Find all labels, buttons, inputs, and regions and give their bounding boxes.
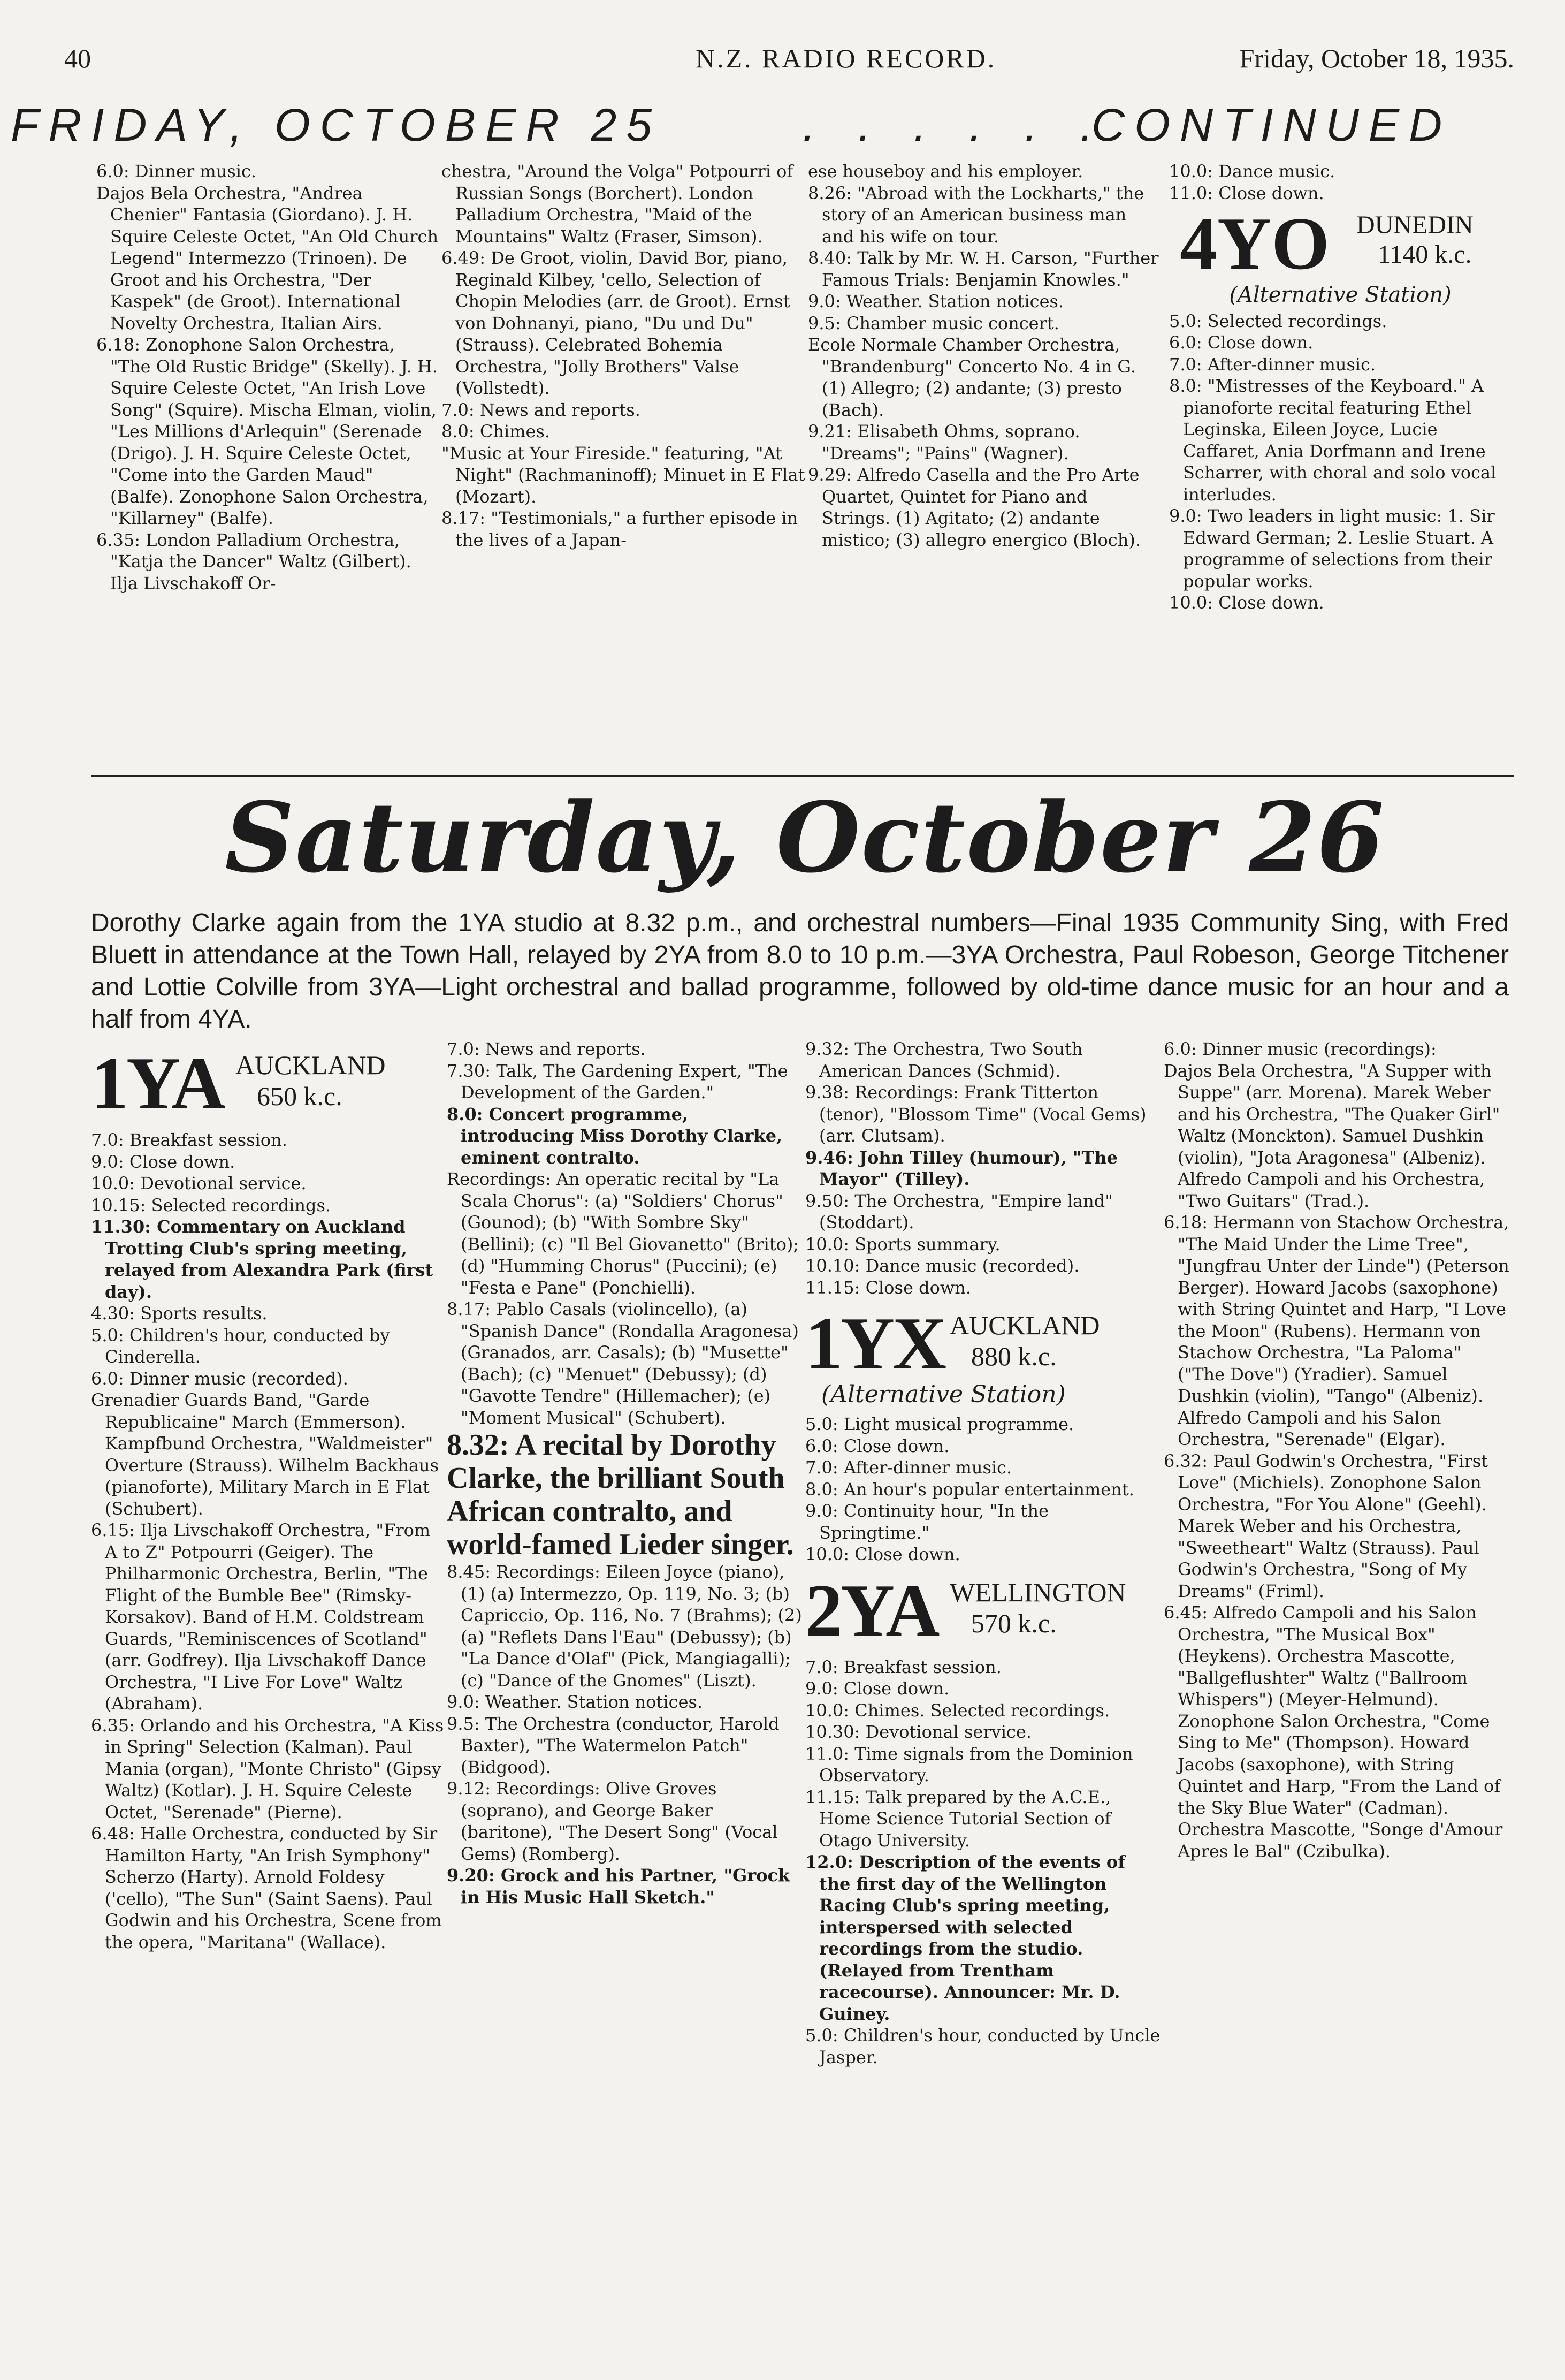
- station-city: DUNEDIN: [1356, 211, 1474, 239]
- banner-continued: CONTINUED: [1091, 100, 1452, 151]
- listing-entry: 9.0: Continuity hour, "In the Springtime.": [805, 1501, 1049, 1543]
- friday-column-4: [1169, 161, 1511, 765]
- saturday-intro: Dorothy Clarke again from the 1YA studio at 8.32 p.m., and orchestral numbers—Final 1935 Community Sing, with Fred Bluett in attendance at the Town Hall, relayed by 2YA from 8.0 to 10 p.m.—3YA Orchestra, Paul Robeson, George Titchener and Lottie Colville from 3YA—Light orchestral and ballad programme, followed by old-time dance music for an hour and a half from 4YA.: [91, 909, 1509, 1033]
- listing-entry: 11.15: Talk prepared by the A.C.E., Home Science Tutorial Section of Otago University.: [805, 1786, 1111, 1851]
- station-alt-label: (Alternative Station): [1229, 283, 1452, 307]
- listing-entry: 7.0: News and reports.: [441, 399, 640, 420]
- listing-entry: 7.0: Breakfast session.: [91, 1130, 287, 1150]
- listing-entry: 6.18: Zonophone Salon Orchestra, "The Old Rustic Bridge" (Skelly). J. H. Squire Celeste Octet, "An Irish Love Song" (Squire). Mischa Elman, violin, "Les Millions d'Arlequin" (Serenade (Drigo). J. H. Squire Celeste Octet, "Come into the Garden Maud" (Balfe). Zonophone Salon Orchestra, "Killarney" (Balfe).: [96, 334, 438, 528]
- listing-entry: 8.0: An hour's popular entertainment.: [805, 1479, 1134, 1500]
- listing-entry: 9.20: Grock and his Partner, "Grock in His Music Hall Sketch.": [447, 1865, 790, 1907]
- listing-entry: 9.0: Two leaders in light music: 1. Sir Edward German; 2. Leslie Stuart. A programme of selections from their popular works.: [1169, 506, 1495, 591]
- listing-entry: Recordings: An operatic recital by "La Scala Chorus": (a) "Soldiers' Chorus" (Gounod); (b) "With Sombre Sky" (Bellini); (c) "Il Bel Giovanetto" (Brito); (d) "Humming Chorus" (Puccini); (e) "Festa e Pane" (Ponchielli).: [447, 1169, 799, 1298]
- listing-entry: 6.32: Paul Godwin's Orchestra, "First Love" (Michiels). Zonophone Salon Orchestra, "For You Alone" (Geehl). Marek Weber and his Orchestra, "Sweetheart" Waltz (Strauss). Paul Godwin's Orchestra, "Song of My Dreams" (Friml).: [1164, 1450, 1488, 1601]
- listing-entry: 8.45: Recordings: Eileen Joyce (piano), (1) (a) Intermezzo, Op. 119, No. 3; (b) Capriccio, Op. 116, No. 7 (Brahms); (2) (a) "Reflets Dans l'Eau" (Debussy); (b) "La Dance d'Olaf" (Pick, Mangiagalli); (c) "Dance of the Gnomes" (Liszt).: [447, 1562, 802, 1691]
- station-4yo: [1169, 204, 1511, 284]
- listing-entry: 6.49: De Groot, violin, David Bor, piano, Reginald Kilbey, 'cello, Selection of Chopin Melodies (arr. de Groot). Ernst von Dohnanyi, piano, "Du und Du" (Strauss). Celebrated Bohemia Orchestra, "Jolly Brothers" Valse (Vollstedt).: [441, 248, 790, 398]
- listing-entry: 10.30: Devotional service.: [805, 1722, 1032, 1742]
- listing-entry: 8.17: "Testimonials," a further episode in the lives of a Japan-: [441, 508, 798, 550]
- listing-entry: 6.48: Halle Orchestra, conducted by Sir Hamilton Harty, "An Irish Symphony" Scherzo (Harty). Arnold Foldesy ('cello), "The Sun" (Saint Saens). Paul Godwin and his Orchestra, Scene from the opera, "Maritana" (Wallace).: [91, 1823, 442, 1952]
- banner-day: FRIDAY, OCTOBER 25: [11, 100, 662, 151]
- section-banner: [0, 94, 1565, 158]
- listing-entry: 10.0: Chimes. Selected recordings.: [805, 1700, 1110, 1721]
- listing-entry: 7.0: News and reports.: [447, 1039, 646, 1059]
- listing-entry: 10.0: Devotional service.: [91, 1173, 307, 1193]
- saturday-column-3: [805, 1038, 1161, 2360]
- listing-entry: 6.0: Dinner music (recorded).: [91, 1368, 348, 1389]
- listing-entry: 5.0: Children's hour, conducted by Uncle Jasper.: [805, 2025, 1161, 2067]
- listing-entry: 8.26: "Abroad with the Lockharts," the story of an American business man and his wife on tour.: [808, 183, 1144, 247]
- listing-entry: 8.17: Pablo Casals (violincello), (a) "Spanish Dance" (Rondalla Aragonesa) (Granados, arr. Casals); (b) "Musette" (Bach); (c) "Menuet" (Debussy); (d) "Gavotte Tendre" (Hillemacher); (e) "Moment Musical" (Schubert).: [447, 1299, 799, 1428]
- feature-recital: 8.32: A recital by Dorothy Clarke, the brilliant South African contralto, and world-famed Lieder singer.: [447, 1428, 794, 1561]
- listing-entry: 10.0: Sports summary.: [805, 1234, 1001, 1254]
- listing-entry: 10.15: Selected recordings.: [91, 1195, 331, 1215]
- listing-entry: 11.30: Commentary on Auckland Trotting Club's spring meeting, relayed from Alexandra Park (first day).: [91, 1216, 433, 1302]
- saturday-column-4: [1164, 1038, 1511, 2360]
- station-frequency: 570 k.c.: [971, 1608, 1057, 1638]
- listing-entry: 11.15: Close down.: [805, 1277, 971, 1298]
- station-1yx: [805, 1298, 1161, 1413]
- listing-entry: 11.0: Close down.: [1169, 183, 1324, 203]
- listing-entry: 10.10: Dance music (recorded).: [805, 1256, 1080, 1276]
- listing-entry: 6.0: Dinner music (recordings):: [1164, 1039, 1437, 1059]
- listing-entry: 9.12: Recordings: Olive Groves (soprano), and George Baker (baritone), "The Desert Song" (Vocal Gems) (Romberg).: [447, 1778, 778, 1864]
- listing-entry: 6.0: Close down.: [805, 1435, 950, 1456]
- listing-entry: 7.30: Talk, The Gardening Expert, "The Development of the Garden.": [447, 1060, 788, 1102]
- listing-entry: 9.5: Chamber music concert.: [808, 313, 1059, 333]
- listing-entry: 9.0: Weather. Station notices.: [447, 1692, 703, 1712]
- friday-column-3: [808, 161, 1161, 765]
- listing-entry: 6.35: Orlando and his Orchestra, "A Kiss in Spring" Selection (Kalman). Paul Mania (organ), "Monte Christo" (Gipsy Waltz) (Kotlar). J. H. Squire Celeste Octet, "Serenade" (Pierne).: [91, 1715, 444, 1822]
- listing-entry: 11.0: Time signals from the Dominion Observatory.: [805, 1743, 1133, 1785]
- listing-entry: "Music at Your Fireside." featuring, "At Night" (Rachmaninoff); Minuet in E Flat (Mozart).: [441, 443, 805, 507]
- station-frequency: 650 k.c.: [257, 1081, 342, 1111]
- listing-entry: 7.0: After-dinner music.: [805, 1457, 1012, 1478]
- listing-entry: 10.0: Close down.: [1169, 592, 1324, 613]
- listing-entry: 8.40: Talk by Mr. W. H. Carson, "Further Famous Trials: Benjamin Knowles.": [808, 248, 1159, 290]
- listing-entry: Grenadier Guards Band, "Garde Republicaine" March (Emmerson). Kampfbund Orchestra, "Waldmeister" Overture (Strauss). Wilhelm Backhaus (pianoforte), Military March in E Flat (Schubert).: [91, 1390, 439, 1519]
- page-number: 40: [64, 43, 91, 73]
- listing-entry: Ecole Normale Chamber Orchestra, "Brandenburg" Concerto No. 4 in G. (1) Allegro; (2) andante; (3) presto (Bach).: [808, 334, 1136, 420]
- station-call-sign: 4YO: [1180, 202, 1330, 285]
- listing-entry: ese houseboy and his employer.: [808, 161, 1083, 181]
- listing-entry: 7.0: After-dinner music.: [1169, 354, 1376, 375]
- friday-column-2: [441, 161, 805, 765]
- listing-entry: 6.18: Hermann von Stachow Orchestra, "The Maid Under the Lime Tree", "Jungfrau Unter der Linde") (Peterson Berger). Howard Jacobs (saxophone) with String Quintet and Harp, "I Love the Moon" (Rubens). Hermann von Stachow Orchestra, "La Paloma" ("The Dove") (Yradier). Samuel Dushkin (violin), "Tango" (Albeniz). Alfredo Campoli and his Salon Orchestra, "Serenade" (Elgar).: [1164, 1212, 1509, 1449]
- banner-dots: . . . . . .: [803, 100, 1108, 151]
- masthead: N.Z. RADIO RECORD.: [696, 43, 997, 73]
- listing-entry: 5.0: Children's hour, conducted by Cinderella.: [91, 1325, 390, 1367]
- listing-entry: 6.0: Close down.: [1169, 332, 1314, 353]
- station-call-sign: 2YA: [805, 1569, 938, 1652]
- listing-entry: 9.29: Alfredo Casella and the Pro Arte Quartet, Quintet for Piano and Strings. (1) Agitato; (2) andante mistico; (3) allegro energico (Bloch).: [808, 465, 1141, 550]
- station-frequency: 880 k.c.: [971, 1341, 1057, 1371]
- saturday-column-2: [447, 1038, 803, 2360]
- listing-entry: 6.35: London Palladium Orchestra, "Katja the Dancer" Waltz (Gilbert). Ilja Livschakoff Or-: [96, 529, 411, 594]
- listing-entry: 8.0: "Mistresses of the Keyboard." A pianoforte recital featuring Ethel Leginska, Eileen Joyce, Lucie Caffaret, Ania Dorfmann and Irene Scharrer, with choral and solo vocal interludes.: [1169, 376, 1497, 505]
- listing-entry: 7.0: Breakfast session.: [805, 1656, 1002, 1677]
- listing-entry: 9.32: The Orchestra, Two South American Dances (Schmid).: [805, 1039, 1083, 1081]
- listing-entry: 12.0: Description of the events of the first day of the Wellington Racing Club's spring meeting, interspersed with selected recordings from the studio. (Relayed from Trentham racecourse). Announcer: Mr. D. Guiney.: [805, 1852, 1125, 2024]
- station-city: AUCKLAND: [235, 1050, 386, 1080]
- station-2ya: [805, 1565, 1161, 1656]
- listing-entry: 8.0: Chimes.: [441, 421, 551, 442]
- section-divider: [91, 775, 1514, 777]
- listing-entry: 6.45: Alfredo Campoli and his Salon Orchestra, "The Musical Box" (Heykens). Orchestra Mascotte, "Ballgeflushter" Waltz ("Ballroom Whispers") (Meyer-Helmund). Zonophone Salon Orchestra, "Come Sing to Me" (Thompson). Howard Jacobs (saxophone), with String Quintet and Harp, "From the Land of the Sky Blue Water" (Cadman). Orchestra Mascotte, "Songe d'Amour Apres le Bal" (Czibulka).: [1164, 1602, 1503, 1861]
- listing-entry: chestra, "Around the Volga" Potpourri of Russian Songs (Borchert). London Palladium Orchestra, "Maid of the Mountains" Waltz (Fraser, Simson).: [441, 161, 793, 247]
- friday-column-1: [96, 161, 439, 765]
- listing-entry: 10.0: Dance music.: [1169, 161, 1335, 181]
- station-1ya: [91, 1038, 444, 1129]
- listing-entry: 5.0: Light musical programme.: [805, 1414, 1074, 1434]
- listing-entry: Dajos Bela Orchestra, "A Supper with Suppe" (arr. Morena). Marek Weber and his Orchestra, "The Quaker Girl" Waltz (Monckton). Samuel Dushkin (violin), "Jota Aragonesa" (Albeniz). Alfredo Campoli and his Orchestra, "Two Guitars" (Trad.).: [1164, 1060, 1500, 1211]
- listing-entry: 5.0: Selected recordings.: [1169, 310, 1387, 331]
- listing-entry: 8.0: Concert programme, introducing Miss Dorothy Clarke, eminent contralto.: [447, 1104, 783, 1168]
- listing-entry: 9.46: John Tilley (humour), "The Mayor" (Tilley).: [805, 1147, 1118, 1189]
- saturday-title: Saturday, October 26: [225, 781, 1385, 894]
- listing-entry: 9.0: Close down.: [805, 1678, 950, 1699]
- listing-entry: 9.38: Recordings: Frank Titterton (tenor), "Blossom Time" (Vocal Gems) (arr. Clutsam).: [805, 1082, 1147, 1146]
- station-alt-label: (Alternative Station): [821, 1381, 1066, 1408]
- listing-entry: 10.0: Close down.: [805, 1544, 960, 1564]
- listing-entry: 4.30: Sports results.: [91, 1303, 268, 1324]
- station-call-sign: 1YA: [91, 1042, 224, 1125]
- listing-entry: 9.5: The Orchestra (conductor, Harold Baxter), "The Watermelon Patch" (Bidgood).: [447, 1713, 780, 1777]
- station-city: WELLINGTON: [950, 1577, 1126, 1607]
- listing-entry: 9.21: Elisabeth Ohms, soprano. "Dreams"; "Pains" (Wagner).: [808, 421, 1080, 463]
- listing-entry: 9.0: Weather. Station notices.: [808, 291, 1064, 311]
- listing-entry: 9.0: Close down.: [91, 1151, 235, 1172]
- listing-entry: 9.50: The Orchestra, "Empire land" (Stoddart).: [805, 1190, 1113, 1233]
- issue-date: Friday, October 18, 1935.: [1239, 43, 1514, 73]
- station-city: AUCKLAND: [950, 1310, 1100, 1340]
- page-header: [64, 32, 1514, 80]
- listing-entry: 6.15: Ilja Livschakoff Orchestra, "From A to Z" Potpourri (Geiger). The Philharmonic Orchestra, Berlin, "The Flight of the Bumble Bee" (Rimsky-Korsakov). Band of H.M. Coldstream Guards, "Reminiscences of Scotland" (arr. Godfrey). Ilja Livschakoff Dance Orchestra, "I Live For Love" Waltz (Abraham).: [91, 1520, 431, 1714]
- saturday-column-1: [91, 1038, 444, 2360]
- station-frequency: 1140 k.c.: [1378, 240, 1472, 269]
- listing-entry: Dajos Bela Orchestra, "Andrea Chenier" Fantasia (Giordano). J. H. Squire Celeste Octet, "An Old Church Legend" Intermezzo (Trinoen). De Groot and his Orchestra, "Der Kaspek" (de Groot). International Novelty Orchestra, Italian Airs.: [96, 183, 439, 333]
- listing-entry: 6.0: Dinner music.: [96, 161, 257, 181]
- station-call-sign: 1YX: [805, 1302, 945, 1385]
